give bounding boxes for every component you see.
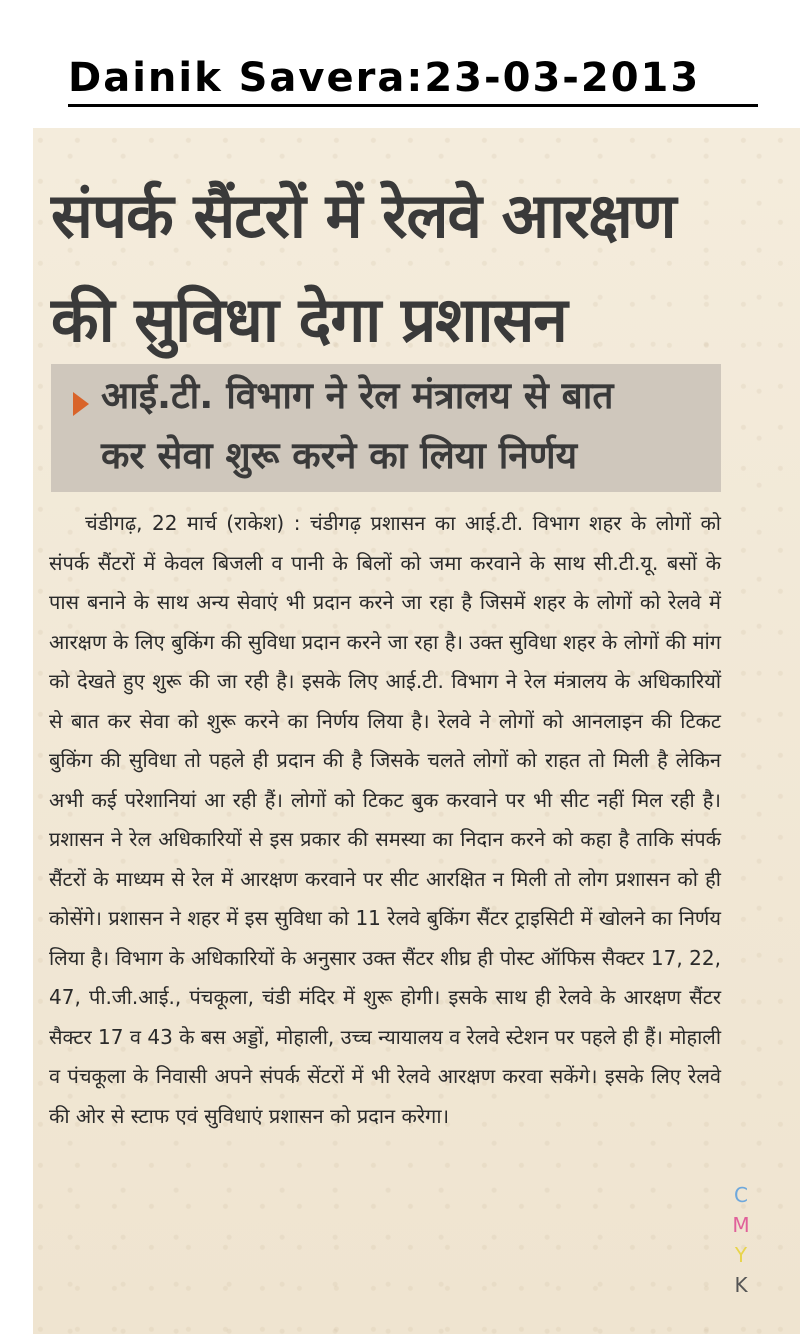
- cmyk-k: K: [734, 1273, 748, 1297]
- newspaper-clipping: [33, 128, 800, 1334]
- newspaper-masthead: Dainik Savera:23-03-2013: [68, 52, 758, 107]
- subhead-line-2: कर सेवा शुरू करने का लिया निर्णय: [101, 434, 578, 477]
- article-headline: [51, 164, 771, 372]
- subhead-line-1: आई.टी. विभाग ने रेल मंत्रालय से बात: [101, 374, 614, 417]
- headline-line-1: संपर्क सैंटरों में रेलवे आरक्षण: [51, 179, 676, 252]
- subheadline-box: [51, 364, 721, 492]
- article-subheadline: [101, 366, 721, 486]
- headline-line-2: की सुविधा देगा प्रशासन: [51, 283, 567, 356]
- article-body: चंडीगढ़, 22 मार्च (राकेश) : चंडीगढ़ प्रशासन का आई.टी. विभाग शहर के लोगों को संपर्क सैंटरों में केवल बिजली व पानी के बिलों को जमा करवाने के साथ सी.टी.यू. बसों के पास बनाने के साथ अन्य सेवाएं भी प्रदान करने जा रहा है जिसमें शहर के लोगों को रेलवे में आरक्षण के लिए बुकिंग की सुविधा प्रदान करने जा रहा है। उक्त सुविधा शहर के लोगों की मांग को देखते हुए शुरू की जा रही है। इसके लिए आई.टी. विभाग ने रेल मंत्रालय के अधिकारियों से बात कर सेवा को शुरू करने का निर्णय लिया है। रेलवे ने लोगों को आनलाइन की टिकट बुकिंग की सुविधा तो पहले ही प्रदान की है जिसके चलते लोगों को राहत तो मिली है लेकिन अभी कई परेशानियां आ रही हैं। लोगों को टिकट बुक करवाने पर भी सीट नहीं मिल रही है। प्रशासन ने रेल अधिकारियों से इस प्रकार की समस्या का निदान करने को कहा है ताकि संपर्क सैंटरों के माध्यम से रेल में आरक्षण करवाने पर सीट आरक्षित न मिली तो लोग प्रशासन को ही कोसेंगे। प्रशासन ने शहर में इस सुविधा को 11 रेलवे बुकिंग सैंटर ट्राइसिटी में खोलने का निर्णय लिया है। विभाग के अधिकारियों के अनुसार उक्त सैंटर शीघ्र ही पोस्ट ऑफिस सैक्टर 17, 22, 47, पी.जी.आई., पंचकूला, चंडी मंदिर में शुरू होगी। इसके साथ ही रेलवे के आरक्षण सैंटर सैक्टर 17 व 43 के बस अड्डों, मोहाली, उच्च न्यायालय व रेलवे स्टेशन पर पहले ही हैं। मोहाली व पंचकूला के निवासी अपने संपर्क सेंटरों में भी रेलवे आरक्षण करवा सकेंगे। इसके लिए रेलवे की ओर से स्टाफ एवं सुविधाएं प्रशासन को प्रदान करेगा।: [49, 511, 721, 1128]
- cmyk-c: C: [734, 1183, 748, 1207]
- cmyk-y: Y: [734, 1243, 748, 1267]
- cmyk-print-marks: [729, 1180, 753, 1300]
- arrow-bullet-icon: [73, 392, 89, 416]
- cmyk-m: M: [732, 1213, 750, 1237]
